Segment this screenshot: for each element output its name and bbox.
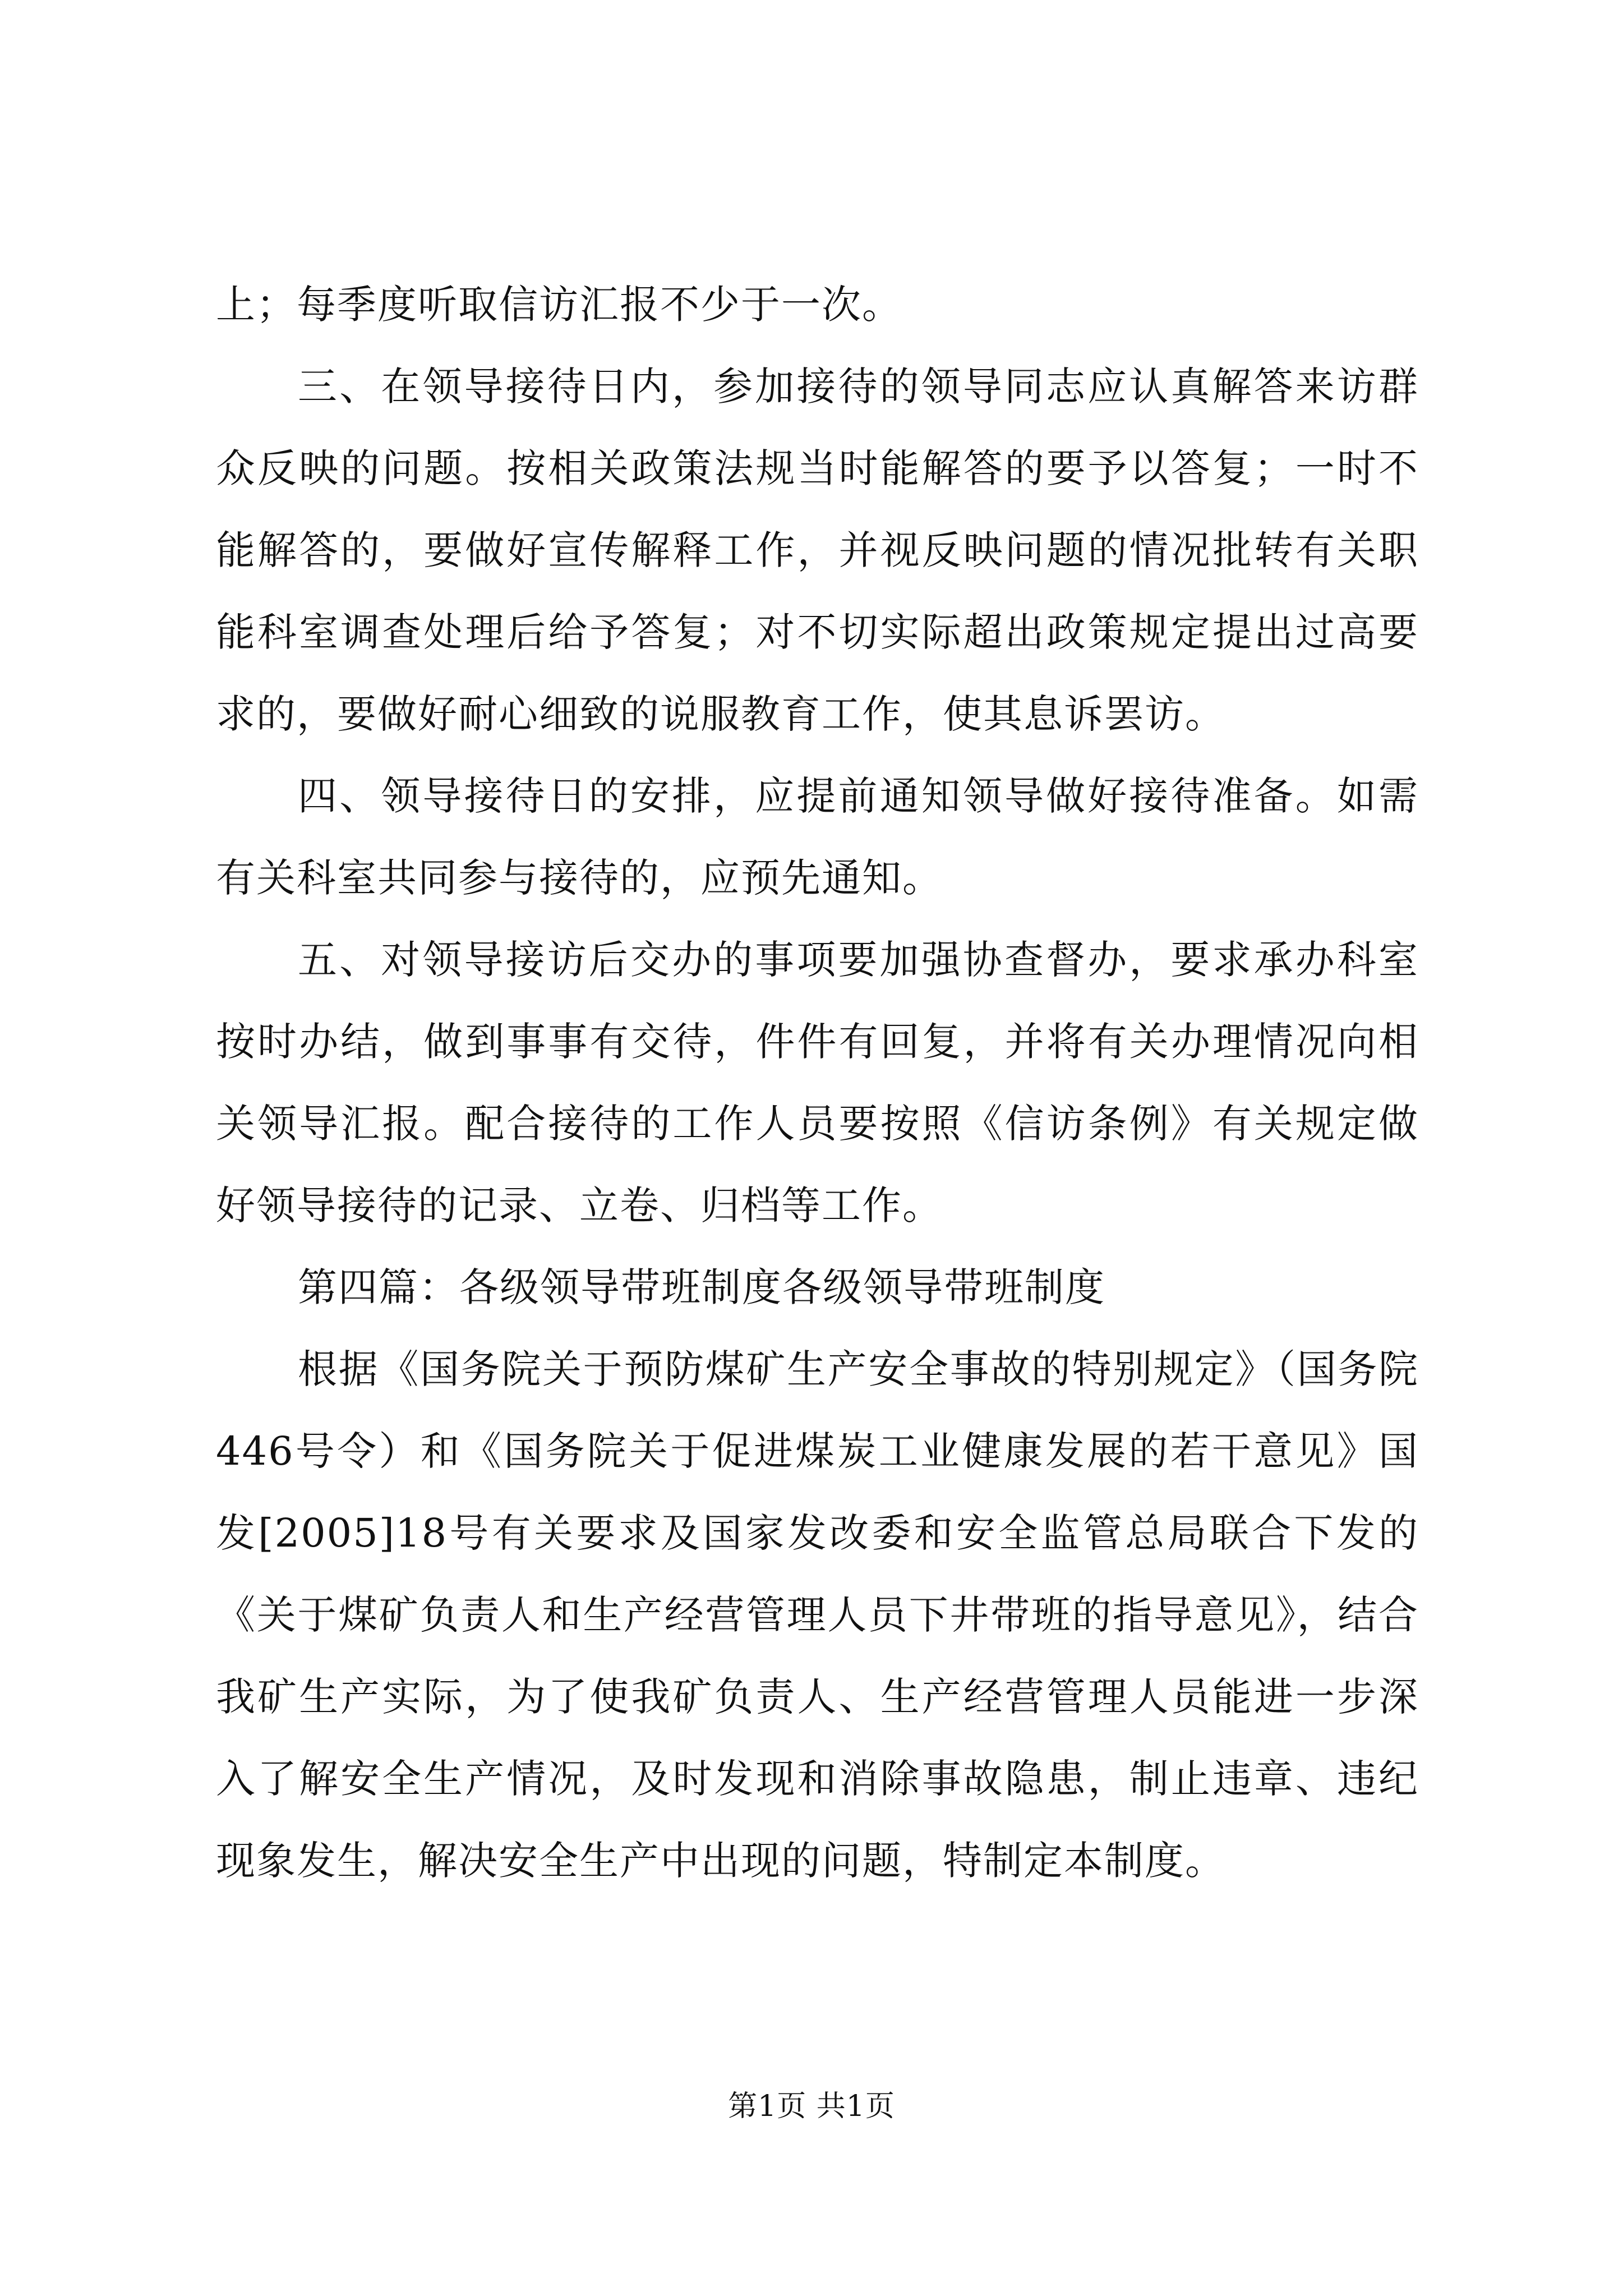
paragraph-item-4: 四、领导接待日的安排，应提前通知领导做好接待准备。如需有关科室共同参与接待的，应预先通知。	[216, 773, 1419, 901]
page-footer: 第1页 共1页	[728, 2090, 895, 2123]
paragraph-continuation: 上；每季度听取信访汇报不少于一次。	[216, 282, 902, 328]
paragraph-section-intro: 根据《国务院关于预防煤矿生产安全事故的特别规定》（国务院446号令）和《国务院关于促进煤炭工业健康发展的若干意见》国发[2005]18号有关要求及国家发改委和安全监管总局联合下发的《关于煤矿负责人和生产经营管理人员下井带班的指导意见》，结合我矿生产实际，为了使我矿负责人、生产经营管理人员能进一步深入了解安全生产情况，及时发现和消除事故隐患，制止违章、违纪现象发生，解决安全生产中出现的问题，特制定本制度。	[216, 1346, 1419, 1884]
section-heading: 第四篇：各级领导带班制度各级领导带班制度	[298, 1264, 1105, 1310]
document-body	[216, 264, 1419, 1902]
paragraph-item-3: 三、在领导接待日内，参加接待的领导同志应认真解答来访群众反映的问题。按相关政策法规当时能解答的要予以答复；一时不能解答的，要做好宣传解释工作，并视反映问题的情况批转有关职能科室调查处理后给予答复；对不切实际超出政策规定提出过高要求的，要做好耐心细致的说服教育工作，使其息诉罢访。	[216, 364, 1419, 737]
paragraph-item-5: 五、对领导接访后交办的事项要加强协查督办，要求承办科室按时办结，做到事事有交待，件件有回复，并将有关办理情况向相关领导汇报。配合接待的工作人员要按照《信访条例》有关规定做好领导接待的记录、立卷、归档等工作。	[216, 937, 1419, 1228]
